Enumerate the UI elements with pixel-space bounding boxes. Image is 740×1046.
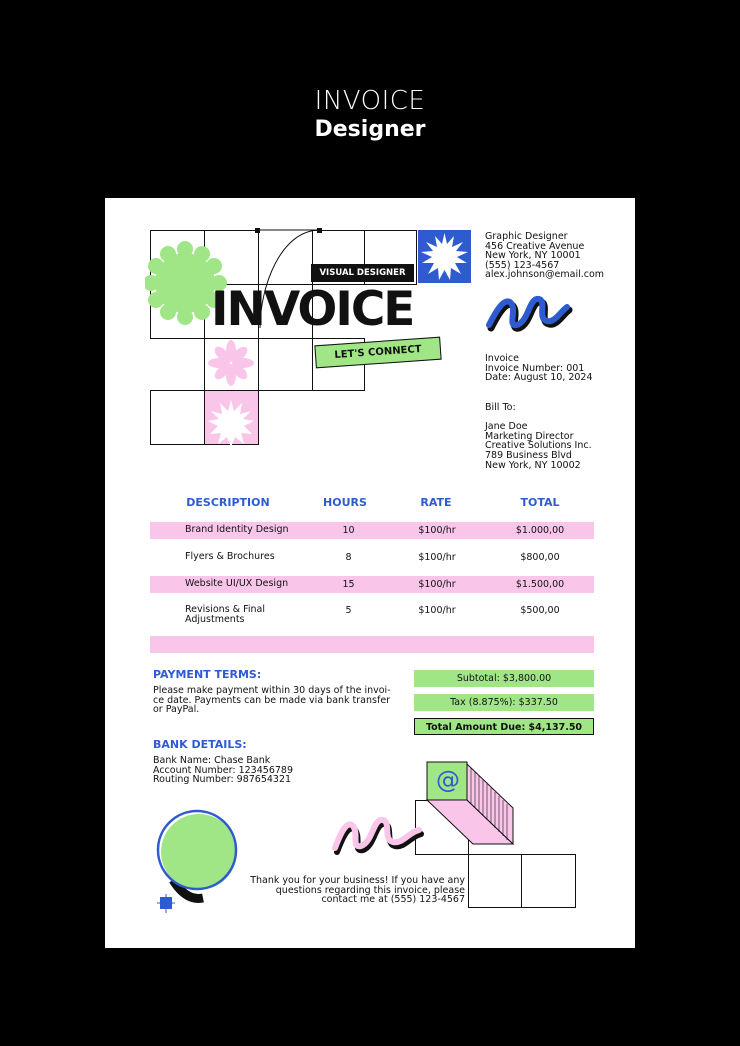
row-total: $1.000,00 <box>515 525 565 536</box>
lets-connect-tag: LET'S CONNECT <box>314 337 441 369</box>
row-hours: 8 <box>345 552 352 563</box>
routing-number: Routing Number: 987654321 <box>153 774 292 786</box>
sender-line: New York, NY 10001 <box>485 250 581 262</box>
bill-to-line: Marketing Director <box>485 430 574 442</box>
blue-squiggle-icon <box>485 290 575 340</box>
table-empty-row <box>150 636 594 653</box>
at-symbol: @ <box>436 766 460 794</box>
table-row <box>150 576 594 593</box>
row-hours: 15 <box>342 579 355 590</box>
payment-line: ce date. Payments can be made via bank transfer <box>153 694 391 706</box>
row-rate: $100/hr <box>418 605 456 616</box>
subtotal: Subtotal: $3,800.00 <box>414 670 594 687</box>
payment-terms-title: PAYMENT TERMS: <box>153 668 262 681</box>
bill-to-line: Jane Doe <box>485 421 528 433</box>
row-hours: 10 <box>342 525 355 536</box>
col-rate: RATE <box>420 496 452 509</box>
row-rate: $100/hr <box>418 579 456 590</box>
invoice-title: INVOICE <box>211 282 414 337</box>
table-row <box>150 549 594 566</box>
row-description: Flyers & Brochures <box>185 551 275 562</box>
bank-details-title: BANK DETAILS: <box>153 738 247 751</box>
table-row <box>150 522 594 539</box>
sender-line: Graphic Designer <box>485 231 568 242</box>
bill-to-label: Bill To: <box>485 402 516 413</box>
header-invoice: INVOICE <box>314 86 426 116</box>
visual-designer-badge: VISUAL DESIGNER <box>311 264 414 282</box>
blue-square-icon <box>157 894 175 913</box>
row-total: $1.500,00 <box>515 579 565 590</box>
pink-starburst-icon <box>208 400 254 447</box>
footer-line: questions regarding this invoice, please <box>275 884 465 896</box>
bank-details <box>153 756 293 785</box>
row-description-line: Revisions & Final <box>185 604 265 615</box>
row-description <box>185 605 265 625</box>
row-rate: $100/hr <box>418 525 456 536</box>
row-hours: 5 <box>345 605 352 616</box>
account-number: Account Number: 123456789 <box>153 764 293 776</box>
invoice-info <box>485 354 593 383</box>
header-designer: Designer <box>314 117 426 142</box>
row-description: Website UI/UX Design <box>185 578 289 589</box>
col-total: TOTAL <box>520 496 560 509</box>
invoice-date: Date: August 10, 2024 <box>485 372 593 384</box>
sender-email: alex.johnson@email.com <box>485 269 605 281</box>
tax: Tax (8.875%): $337.50 <box>414 694 594 711</box>
row-description: Brand Identity Design <box>185 524 289 535</box>
thank-you-note <box>245 876 465 905</box>
footer-line: contact me at (555) 123-4567 <box>321 894 465 906</box>
bill-to-line: New York, NY 10002 <box>485 459 581 471</box>
payment-terms-text <box>153 686 391 715</box>
table-row <box>150 603 594 627</box>
bill-to <box>485 403 592 470</box>
blue-sunburst-icon <box>418 230 471 283</box>
bank-name: Bank Name: Chase Bank <box>153 755 271 766</box>
green-circle-icon <box>153 806 249 918</box>
row-total: $800,00 <box>520 552 560 563</box>
blue-sunburst-box <box>418 230 471 283</box>
col-description: DESCRIPTION <box>186 496 270 509</box>
row-description-line: Adjustments <box>185 614 245 625</box>
footer-line: Thank you for your business! If you have any <box>250 875 465 886</box>
sender-line: (555) 123-4567 <box>485 259 560 271</box>
bill-to-line: Creative Solutions Inc. <box>485 440 592 452</box>
payment-line: or PayPal. <box>153 704 200 716</box>
pink-flower-icon <box>208 340 254 386</box>
pink-squiggle-icon <box>331 810 427 860</box>
sender-line: 456 Creative Avenue <box>485 240 585 252</box>
col-hours: HOURS <box>323 496 367 509</box>
total-amount-due: Total Amount Due: $4,137.50 <box>414 718 594 735</box>
sender-address <box>485 232 604 280</box>
row-rate: $100/hr <box>418 552 456 563</box>
bill-to-line: 789 Business Blvd <box>485 449 572 461</box>
invoice-page <box>105 198 635 948</box>
invoice-label: Invoice <box>485 353 519 364</box>
row-total: $500,00 <box>520 605 560 616</box>
payment-line: Please make payment within 30 days of the invoi- <box>153 685 391 696</box>
invoice-number: Invoice Number: 001 <box>485 362 585 374</box>
